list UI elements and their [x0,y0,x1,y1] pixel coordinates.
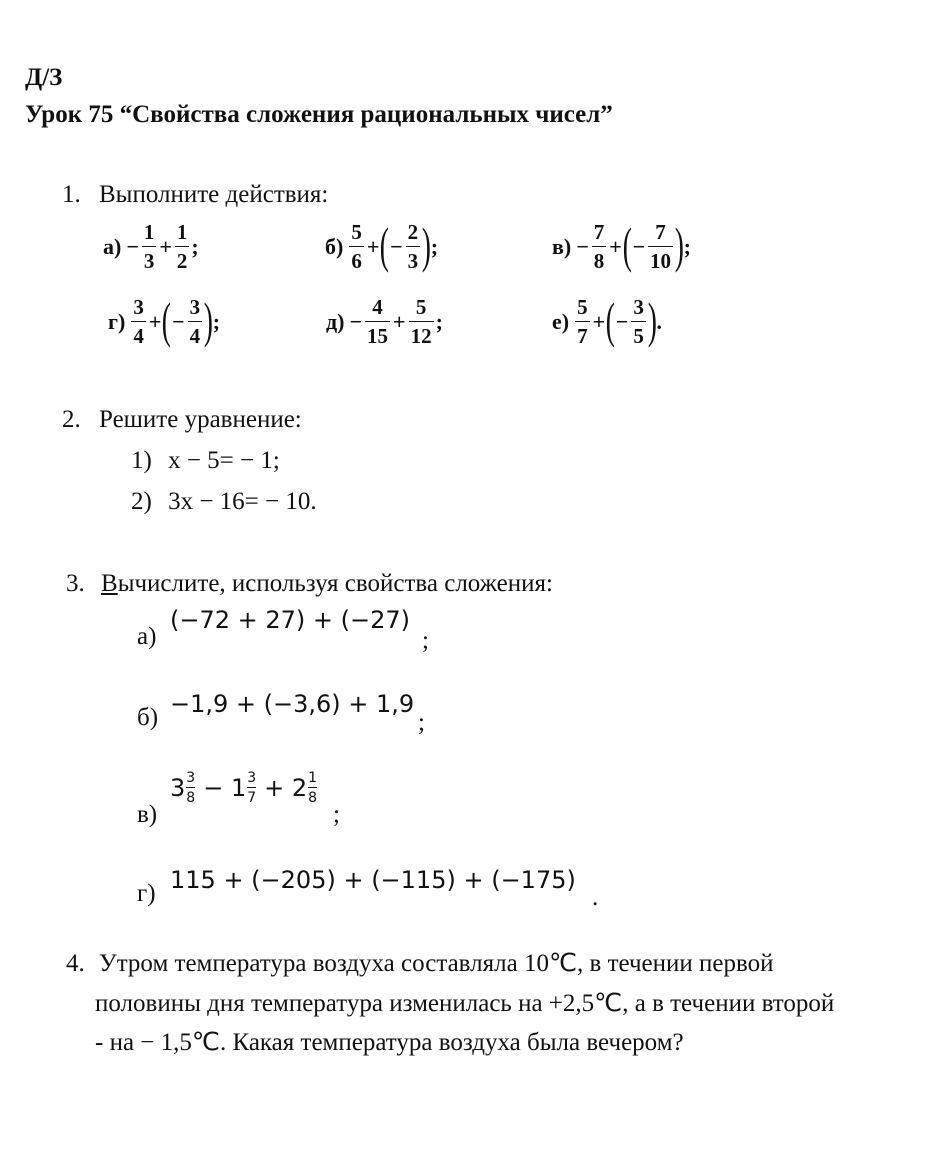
minus-sign: − [615,309,629,334]
task4-text-line-2: половины дня температура изменилась на +2,5℃, а в течении второй [95,990,835,1017]
task3-g-expression: 115 + (−205) + (−115) + (−175) [170,866,576,894]
item-label: в) [552,234,572,259]
plus-sign: + [366,234,380,259]
item-label: г) [108,309,126,334]
minus-sign: − [390,234,403,259]
task1-heading [62,181,328,209]
fraction: $\frac{5}{12}$ [410,295,432,348]
task3-heading [66,570,553,598]
equation-number: 1) [131,447,152,474]
right-paren: ) [421,217,431,273]
homework-label: Д/З [25,64,63,91]
task2-text: Решите уравнение: [99,406,302,433]
task1-item-g [108,292,221,348]
minus-sign: − [126,234,139,259]
punctuation: ; [212,309,221,334]
task1-item-b [325,217,439,273]
task2-heading [62,406,302,434]
task3-v-expression [170,771,319,805]
plus-sign: + [592,309,606,334]
left-paren: ( [605,292,616,348]
fraction: $\frac{3}{4}$ [189,295,201,348]
task3-text: ычислите, используя свойства сложения: [117,570,553,597]
task1-text: Выполните действия: [99,181,329,208]
lesson-title: Урок 75 “Свойства сложения рациональных чисел” [25,101,613,128]
task1-item-v [552,217,691,273]
whole-part: 3 [170,774,186,802]
task3-v-end: ; [333,801,340,828]
right-paren: ) [674,217,684,273]
fraction: 3 7 [247,770,257,806]
item-label: б) [325,234,344,259]
operator-whole: + 2 [264,774,308,802]
fraction: 3 8 [186,770,196,806]
fraction: $\frac{5}{6}$ [351,220,362,273]
task3-g-label: г) [137,880,156,907]
task3-text-first-letter: В [101,570,118,597]
punctuation: ; [430,234,439,259]
left-paren: ( [162,292,172,348]
equation-number: 2) [131,488,152,515]
task2-equation-1 [131,447,280,475]
item-label: д) [326,309,345,334]
task4-number: 4. [66,950,85,977]
plus-sign: + [393,309,406,334]
task1-item-e [552,292,662,348]
punctuation: . [656,309,662,334]
right-paren: ) [647,292,657,348]
right-paren: ) [203,292,213,348]
minus-sign: − [576,234,589,259]
task3-b-expression: −1,9 + (−3,6) + 1,9 [170,690,415,718]
fraction: $\frac{3}{4}$ [133,295,144,348]
item-label: а) [103,234,122,259]
task3-a-label: а) [137,623,157,650]
left-paren: ( [380,217,390,273]
task3-v-label: в) [137,801,158,828]
fraction: $\frac{7}{8}$ [593,220,605,273]
task3-a-end: ; [422,627,429,654]
item-label: е) [552,309,570,334]
punctuation: ; [191,234,199,259]
task4-line-1 [66,948,774,978]
fraction: 1 8 [308,770,318,806]
task3-a-expression: (−72 + 27) + (−27) [170,606,411,634]
plus-sign: + [159,234,172,259]
task1-item-a [103,222,199,272]
task1-number: 1. [62,181,81,208]
task3-number: 3. [66,570,85,597]
fraction: $\frac{1}{2}$ [176,220,188,273]
task4-text-line-1: Утром температура воздуха составляла 10℃, в течении первой [99,950,774,977]
plus-sign: + [148,309,162,334]
fraction: $\frac{3}{5}$ [633,295,644,348]
task3-b-end: ; [418,709,425,736]
fraction: $\frac{1}{3}$ [143,220,155,273]
equation: 3x − 16= − 10. [168,488,317,515]
plus-sign: + [609,234,622,259]
punctuation: ; [683,234,691,259]
equation: x − 5= − 1; [168,447,280,474]
minus-sign: − [349,309,363,334]
task2-equation-2 [131,488,317,516]
task1-item-d [326,297,443,347]
fraction: $\frac{2}{3}$ [407,220,419,273]
operator-whole: − 1 [203,774,247,802]
fraction: $\frac{5}{7}$ [577,295,588,348]
task4-text-line-3: - на − 1,5℃. Какая температура воздуха была вечером? [95,1029,684,1056]
left-paren: ( [622,217,632,273]
fraction: $\frac{4}{15}$ [367,295,389,348]
punctuation: ; [435,309,443,334]
task3-g-end: . [592,884,599,911]
task3-b-label: б) [137,704,159,731]
task2-number: 2. [62,406,81,433]
fraction: $\frac{7}{10}$ [650,220,672,273]
minus-sign: − [172,309,185,334]
minus-sign: − [632,234,646,259]
